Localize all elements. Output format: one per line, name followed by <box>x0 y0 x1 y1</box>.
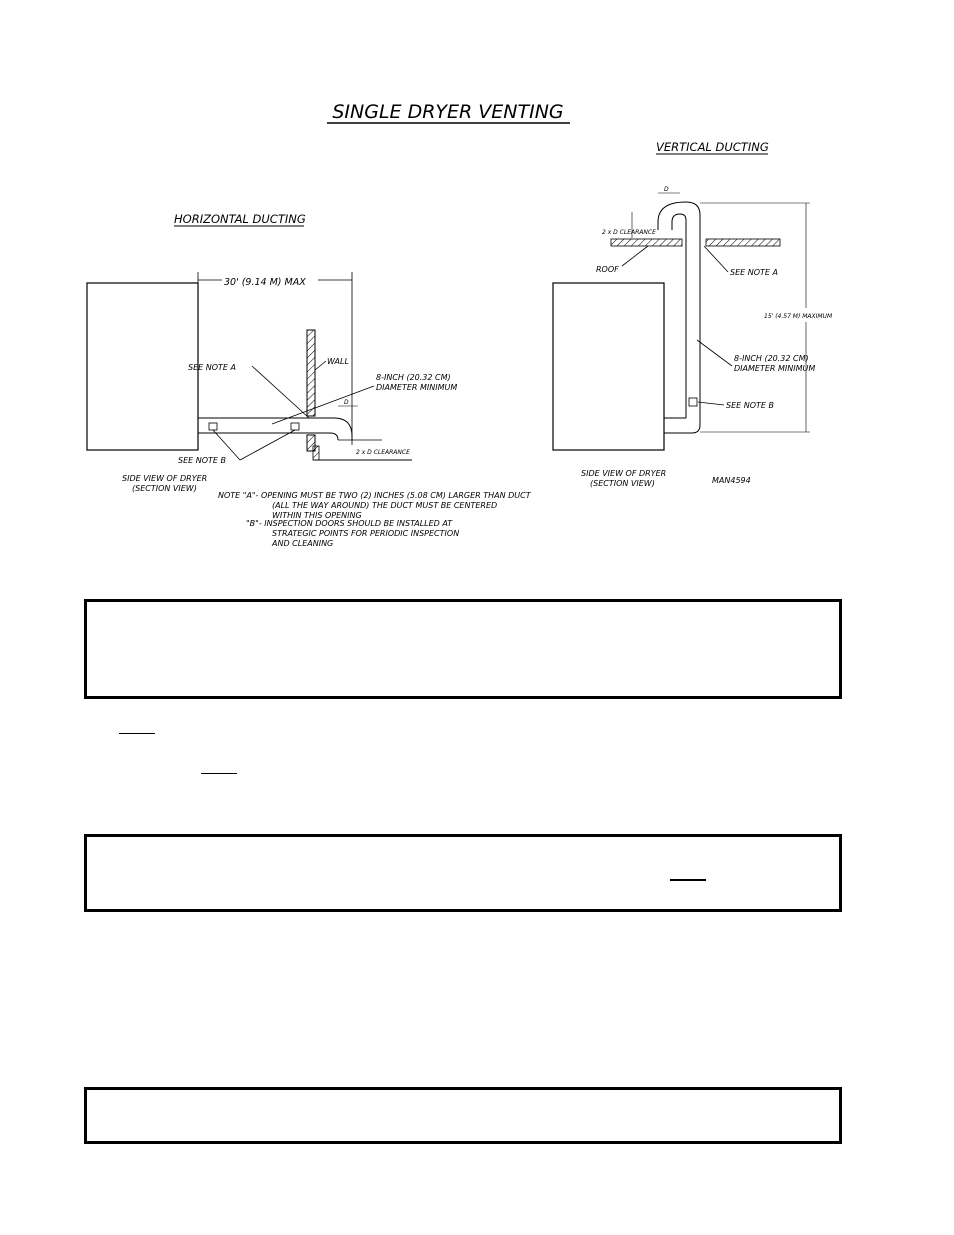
horizontal-dryer <box>87 283 198 450</box>
vertical-caption-line1: SIDE VIEW OF DRYER <box>581 469 667 478</box>
horizontal-max-length: 30' (9.14 M) MAX <box>224 277 306 288</box>
horizontal-inspection-door-2 <box>291 423 299 430</box>
vertical-inspection-door <box>689 398 697 406</box>
vertical-d-label: D <box>664 186 669 193</box>
vertical-roof-label: ROOF <box>596 265 619 274</box>
vertical-roof-leader <box>622 246 648 266</box>
note-b-line2: STRATEGIC POINTS FOR PERIODIC INSPECTION <box>272 529 460 538</box>
underline-fragment-1 <box>119 733 155 734</box>
vertical-max-height: 15' (4.57 M) MAXIMUM <box>764 313 833 320</box>
notice-box-2 <box>84 834 842 912</box>
horizontal-caption-line2: (SECTION VIEW) <box>132 484 197 493</box>
horizontal-caption-line1: SIDE VIEW OF DRYER <box>122 474 208 483</box>
vertical-caption-line2: (SECTION VIEW) <box>590 479 655 488</box>
vertical-duct-label-line1: 8-INCH (20.32 CM) <box>734 354 809 363</box>
note-b-line3: AND CLEANING <box>272 539 334 548</box>
notice-box-3 <box>84 1087 842 1144</box>
note-a-line2: (ALL THE WAY AROUND) THE DUCT MUST BE CENTERED <box>272 501 498 510</box>
horizontal-wall-label: WALL <box>327 357 349 366</box>
drawing-number: MAN4594 <box>712 476 751 485</box>
note-b-line1: "B"- INSPECTION DOORS SHOULD BE INSTALLED AT <box>246 519 453 528</box>
horizontal-clearance-label: 2 x D CLEARANCE <box>356 449 410 456</box>
vertical-note-b-leader <box>698 402 724 405</box>
horizontal-duct-label-line2: DIAMETER MINIMUM <box>376 383 458 392</box>
horizontal-note-a-leader <box>252 366 309 418</box>
notice-box-1 <box>84 599 842 699</box>
vertical-see-note-b: SEE NOTE B <box>726 401 774 410</box>
vertical-heading: VERTICAL DUCTING <box>656 140 769 154</box>
horizontal-d-label: D <box>344 399 349 406</box>
vertical-roof-left <box>611 239 682 246</box>
horizontal-ground-hatch <box>313 446 319 460</box>
vertical-duct-label-leader <box>697 340 732 366</box>
vertical-duct-label-line2: DIAMETER MINIMUM <box>734 364 816 373</box>
vertical-note-a-leader <box>704 246 728 272</box>
underline-fragment-3 <box>670 879 706 881</box>
vertical-duct-bottom-elbow <box>664 418 700 433</box>
horizontal-heading: HORIZONTAL DUCTING <box>174 212 306 226</box>
horizontal-wall-upper <box>307 330 315 416</box>
horizontal-note-b-leader-2 <box>240 430 295 460</box>
vertical-clearance-label: 2 x D CLEARANCE <box>602 229 656 236</box>
vertical-duct-top-elbow <box>658 202 700 230</box>
note-a-line1: NOTE "A"- OPENING MUST BE TWO (2) INCHES (5.08 CM) LARGER THAN DUCT <box>218 491 531 500</box>
vertical-roof-right <box>706 239 780 246</box>
horizontal-inspection-door-1 <box>209 423 217 430</box>
venting-diagram <box>0 0 954 600</box>
horizontal-see-note-b: SEE NOTE B <box>178 456 226 465</box>
underline-fragment-2 <box>201 773 237 774</box>
vertical-dryer <box>553 283 664 450</box>
vertical-see-note-a: SEE NOTE A <box>730 268 778 277</box>
horizontal-see-note-a: SEE NOTE A <box>188 363 236 372</box>
note-a-line3: WITHIN THIS OPENING <box>272 511 362 520</box>
horizontal-duct-label-line1: 8-INCH (20.32 CM) <box>376 373 451 382</box>
horizontal-wall-leader <box>315 361 326 370</box>
page-title: SINGLE DRYER VENTING <box>332 101 564 123</box>
horizontal-duct-elbow <box>316 418 352 440</box>
